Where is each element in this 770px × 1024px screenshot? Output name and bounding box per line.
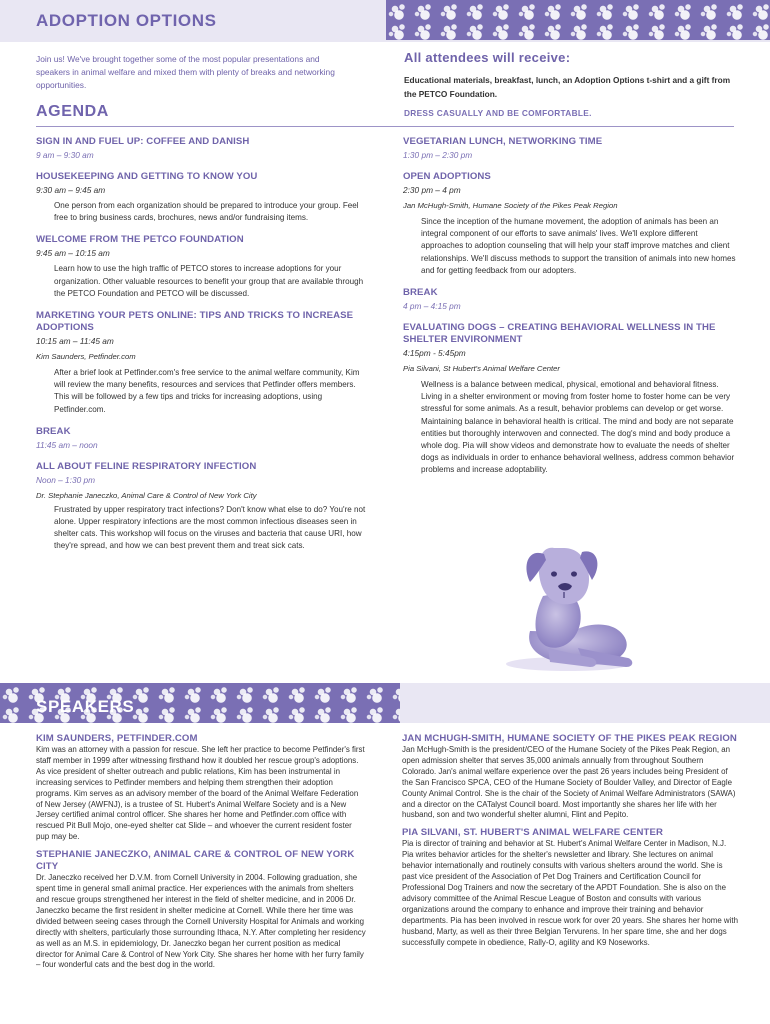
session-title: SIGN IN AND FUEL UP: COFFEE AND DANISH: [36, 136, 250, 147]
speaker-entry: [36, 733, 366, 843]
session-title: EVALUATING DOGS – CREATING BEHAVIORAL WELLNESS IN THE SHELTER ENVIRONMENT: [403, 322, 716, 346]
speaker-entry: [36, 849, 366, 971]
session-description: Learn how to use the high traffic of PETCO stores to increase adoptions for your organization. Other valuable resources to benefit your group that are available through the PETCO Foundation and PETCO will be discussed.: [54, 264, 364, 298]
session-time: 11:45 am – noon: [36, 439, 98, 450]
session-speaker: Kim Saunders, Petfinder.com: [36, 352, 136, 362]
agenda-session: [403, 136, 738, 161]
session-speaker: Pia Silvani, St Hubert's Animal Welfare Center: [403, 364, 560, 374]
agenda-session: [403, 171, 738, 277]
dress-code-note: DRESS CASUALLY AND BE COMFORTABLE.: [404, 108, 592, 118]
session-title: ALL ABOUT FELINE RESPIRATORY INFECTION: [36, 460, 257, 472]
speakers-title: SPEAKERS: [36, 697, 135, 716]
session-time: Noon – 1:30 pm: [36, 474, 96, 485]
agenda-session: [403, 287, 738, 312]
speaker-bio: Pia is director of training and behavior at St. Hubert's Animal Welfare Center in Madison, N.J. Pia writes behavior articles for the shelter's newsletter and library. She lectures on animal behavior internationally and routinely consults with various shelters around the world. She is past vice president of the Association of Pet Dog Trainers and Certification Council for Professional Dog Trainers and now the secretary of the APDT Foundation. She is also on the advisory committee of the Animal Rescue League of Boston and consults with various organizations around the company to enhance and improve their training and behavior departments. Pia has been involved in rescue work for over 20 years. She shares her home with husband, Marty, as well as their three Belgian Tervurens. In her spare time, she and her dogs successfully compete in obedience, Rally-O, agility and K9 Noseworks.: [402, 839, 738, 947]
speaker-name: JAN MCHUGH-SMITH, HUMANE SOCIETY OF THE PIKES PEAK REGION: [402, 733, 737, 744]
session-title: BREAK: [36, 425, 71, 437]
intro-text: Join us! We've brought together some of the most popular presentations and speakers in animal welfare and mixed them with plenty of breaks and networking opportunities.: [36, 54, 335, 90]
agenda-title: AGENDA: [36, 103, 109, 120]
agenda-column-right: [403, 136, 738, 487]
session-time: 9 am – 9:30 am: [36, 150, 94, 160]
session-title: BREAK: [403, 287, 438, 299]
agenda-session: [36, 234, 366, 300]
speaker-bio: Dr. Janeczko received her D.V.M. from Cornell University in 2004. Following graduation, she spent time in general small animal practice. Her experiences with the animals from shelters and rescue groups strengthened her interest in the field of shelter medicine, and in 2006 Dr. Janeczko became the first resident in shelter medicine at Cornell. While there her time was divided between seeing cases through the Cornell University Hospital for Animals and working directly with shelters, particularly those surrounding Ithaca, N.Y. After completing her residency as well as an M.S. in epidemiology, Dr. Janeczko began her current position as medical director for Animal Care & Control of New York City. She shares her home with her furry family – four wonderful cats and the best dog in the world.: [36, 873, 366, 970]
session-title: VEGETARIAN LUNCH, NETWORKING TIME: [403, 136, 603, 147]
agenda-session: [36, 461, 366, 553]
speaker-name: KIM SAUNDERS, PETFINDER.COM: [36, 733, 198, 744]
session-time: 1:30 pm – 2:30 pm: [403, 150, 473, 160]
agenda-column-left: [36, 136, 366, 563]
session-time: 9:30 am – 9:45 am: [36, 185, 106, 195]
agenda-session: [36, 171, 366, 224]
agenda-session: [36, 136, 366, 161]
agenda-session: [36, 310, 366, 416]
speakers-column-right: [402, 733, 738, 954]
session-time: 4:15pm - 5:45pm: [403, 348, 466, 359]
session-time: 10:15 am – 11:45 am: [36, 336, 114, 347]
session-speaker: Dr. Stephanie Janeczko, Animal Care & Control of New York City: [36, 490, 257, 500]
speakers-header-bar: [400, 683, 770, 723]
speaker-bio: Kim was an attorney with a passion for rescue. She left her practice to become Petfinder's first staff member in 1999 after witnessing firsthand how it doubled her rescue group's adoptions. As vice president of shelter outreach and public relations, Kim has been instrumental in increasing services to Petfinder members and helping them strengthen their adoption programs. Kim serves as an advisory member of the board of the Animal Welfare Federation of New Jersey (AWFNJ), is a trustee of St. Hubert's Animal Welfare Society and is a New Jersey certified animal control officer. She shares her home and Petfinder.com office with rescued Pit Bull Mojo, one-eyed shelter cat Slide – and whoever the current resident foster pup may be.: [36, 745, 365, 842]
session-description: One person from each organization should be prepared to introduce your group. Feel free to bring business cards, brochures, news and/or fundraising items.: [54, 201, 359, 223]
session-title: HOUSEKEEPING AND GETTING TO KNOW YOU: [36, 171, 258, 182]
session-time: 9:45 am – 10:15 am: [36, 248, 110, 259]
session-speaker: Jan McHugh-Smith, Humane Society of the Pikes Peak Region: [403, 201, 618, 210]
speaker-bio: Jan McHugh-Smith is the president/CEO of the Humane Society of the Pikes Peak Region, an open admission shelter that serves 35,000 animals annually from throughout Southern Colorado. Jan's animal welfare experience over the past 26 years includes being President of the San Francisco SPCA, CEO of the Humane Society of Boulder Valley, and Director of Eagle County Animal Control. She is the chair of the Society of Animal Welfare Administrators (SAWA) and a director on the CATalyst Council board. Most importantly she shares her life with her husband, son and two wonderful shelter alumni, Flint and Pepito.: [402, 745, 736, 820]
attendees-items: Educational materials, breakfast, lunch, an Adoption Options t-shirt and a gift from the PETCO Foundation.: [404, 75, 731, 99]
attendees-box: [404, 50, 744, 120]
divider: [36, 126, 734, 127]
agenda-session: [36, 426, 366, 451]
speaker-name: STEPHANIE JANECZKO, ANIMAL CARE & CONTROL OF NEW YORK CITY: [36, 849, 355, 873]
session-title: OPEN ADOPTIONS: [403, 171, 491, 182]
session-title: WELCOME FROM THE PETCO FOUNDATION: [36, 234, 244, 246]
speaker-name: PIA SILVANI, ST. HUBERT'S ANIMAL WELFARE CENTER: [402, 827, 664, 839]
agenda-session: [403, 322, 738, 477]
session-description: Frustrated by upper respiratory tract infections? Don't know what else to do? You're not alone. Upper respiratory infections are the most common infectious diseases seen in shelter cats. This workshop will focus on the viruses and bacteria that cause URI, how they're spread, and how we can best prevent them and treat sick cats.: [54, 504, 366, 551]
session-time: 2:30 pm – 4 pm: [403, 185, 461, 195]
paw-print-pattern-band: [386, 0, 770, 40]
speaker-entry: [402, 733, 738, 821]
dog-illustration: [488, 536, 638, 676]
session-description: After a brief look at Petfinder.com's free service to the animal welfare community, Kim will review the many benefits, resources and services that Petfinder offers members. This will be followed by a few tips and tricks for increasing adoptions, using Petfinder.com.: [54, 368, 360, 414]
speaker-entry: [402, 827, 738, 948]
speakers-column-left: [36, 733, 366, 977]
attendees-heading: All attendees will receive:: [404, 50, 571, 65]
session-description: Since the inception of the humane movement, the adoption of animals has been an integral component of our efforts to save animals' lives. We'll explore different approaches to adoption counseling that will help your staff improve matches and client relationships. We'll discuss methods to support the transition of animals into new homes and for getting feedback from our adopters.: [421, 217, 736, 275]
page-title: ADOPTION OPTIONS: [36, 11, 217, 30]
session-time: 4 pm – 4:15 pm: [403, 301, 461, 312]
session-title: MARKETING YOUR PETS ONLINE: TIPS AND TRICKS TO INCREASE ADOPTIONS: [36, 310, 354, 334]
session-description: Wellness is a balance between medical, physical, emotional and behavioral fitness. Living in a shelter environment or moving from foster home to foster home can be very stressful for some animals. As a result, behavior problems can develop or get worse. Maintaining balance in behavioral health is critical. The mind and body are not separate entities but thoroughly interwoven and connected. The dog's mind and body produce a whole dog. Pia will show videos and demonstrate how to evaluate the needs of shelter dogs as individuals in order to enhance behavioral wellness, address common behavior problems and increase adoptability.: [421, 380, 735, 475]
